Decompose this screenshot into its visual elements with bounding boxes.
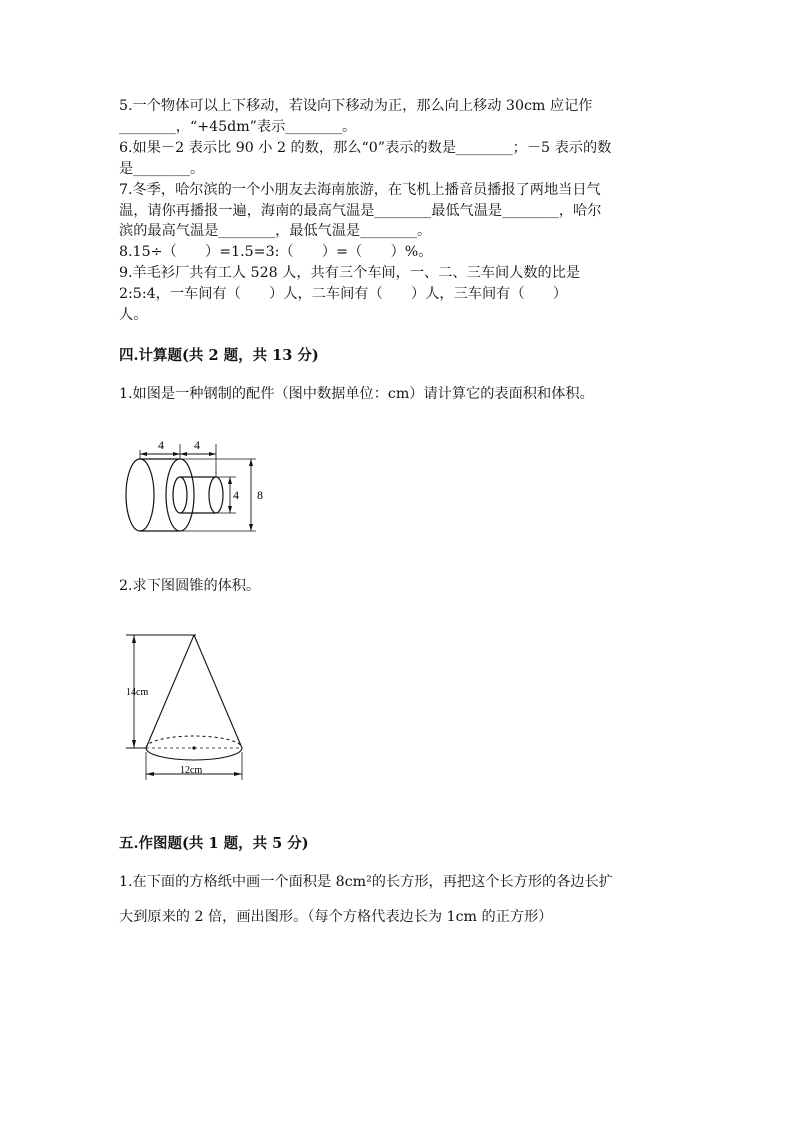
cone-height-label: 14cm (126, 687, 149, 698)
section4-q1: 1.如图是一种钢制的配件（图中数据单位：cm）请计算它的表面积和体积。 (119, 386, 594, 402)
section5-q1-line1: 1.在下面的方格纸中画一个面积是 8cm²的长方形，再把这个长方形的各边长扩 (119, 874, 613, 890)
dim-label-a: 4 (158, 438, 164, 452)
cone-figure (118, 628, 258, 788)
q8-line1: 8.15÷（ ）=1.5=3:（ ）=（ ）%。 (119, 244, 433, 260)
q5-line2: ________，“+45dm”表示________。 (119, 119, 357, 135)
section5-q1-line2: 大到原来的 2 倍，画出图形。（每个方格代表边长为 1cm 的正方形） (119, 909, 553, 925)
steel-part-figure (118, 432, 278, 542)
section4-title: 四.计算题(共 2 题，共 13 分) (119, 347, 319, 364)
q6-line2: 是________。 (119, 161, 205, 177)
q9-line2: 2:5:4，一车间有（ ）人，二车间有（ ）人，三车间有（ ） (119, 286, 568, 302)
q9-line1: 9.羊毛衫厂共有工人 528 人，共有三个车间，一、二、三车间人数的比是 (119, 265, 581, 281)
q5-line1: 5.一个物体可以上下移动，若设向下移动为正，那么向上移动 30cm 应记作 (119, 98, 593, 114)
q9-line3: 人。 (119, 307, 148, 323)
q6-line1: 6.如果－2 表示比 90 小 2 的数，那么“0”表示的数是________；－5 表示的数 (119, 140, 612, 156)
dim-label-inner: 4 (233, 488, 239, 502)
section5-title: 五.作图题(共 1 题，共 5 分) (119, 835, 309, 852)
cone-diameter-label: 12cm (180, 765, 203, 776)
q7-line2: 温，请你再播报一遍，海南的最高气温是________最低气温是________，哈尔 (119, 203, 602, 219)
q7-line1: 7.冬季，哈尔滨的一个小朋友去海南旅游，在飞机上播音员播报了两地当日气 (119, 182, 601, 198)
q7-line3: 滨的最高气温是________，最低气温是________。 (119, 223, 432, 239)
dim-label-outer: 8 (257, 488, 263, 502)
section4-q2: 2.求下图圆锥的体积。 (119, 578, 261, 594)
dim-label-b: 4 (194, 438, 200, 452)
